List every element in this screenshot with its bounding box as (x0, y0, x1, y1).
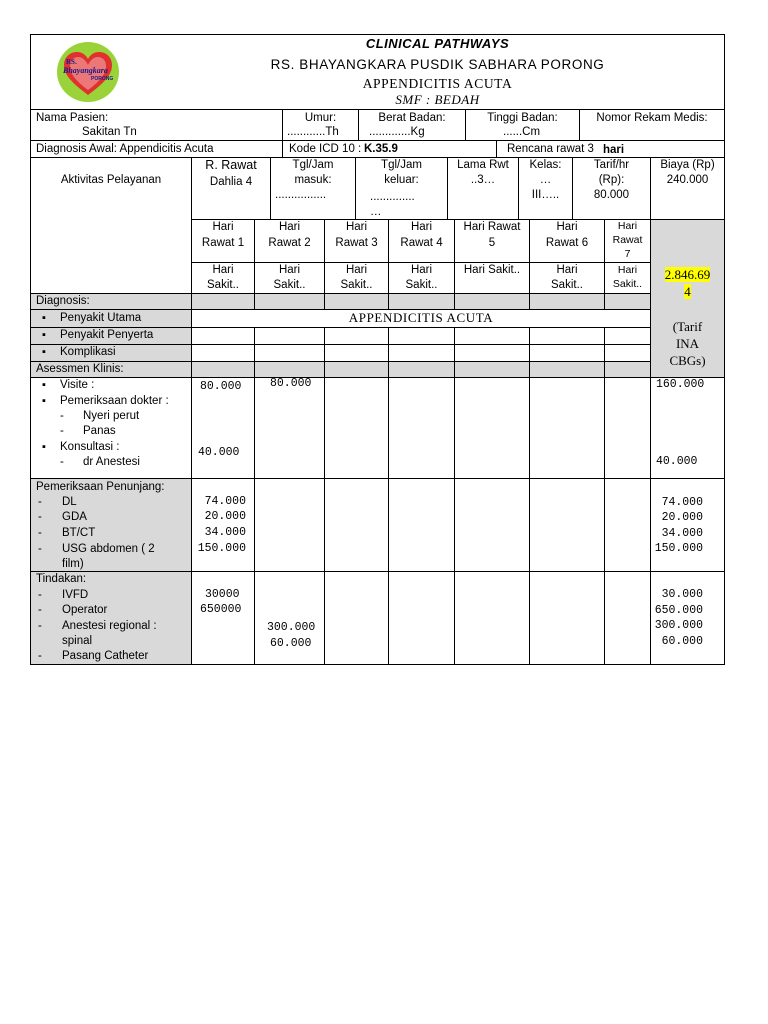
catheter-day2-cost: 60.000 (270, 637, 312, 650)
hari-rawat-1: Hari (212, 221, 234, 233)
hari-sakit-6: Hari (556, 264, 578, 276)
visite-day2-cost: 80.000 (270, 377, 312, 390)
tgl-masuk-label: masuk: (294, 174, 332, 186)
nama-pasien-label: Nama Pasien: (36, 112, 109, 124)
anestesi-regional-dash: - (38, 620, 42, 632)
panas-dash: - (60, 425, 64, 437)
ivfd-day1-cost: 30000 (205, 588, 240, 601)
konsultasi-label: ▪ Konsultasi : (60, 440, 119, 454)
hari-rawat-1-num: Rawat 1 (201, 237, 245, 249)
visite-day1-cost: 80.000 (200, 380, 242, 393)
ivfd-label: IVFD (62, 589, 89, 601)
hari-sakit-4: Hari (410, 264, 433, 276)
ivfd-total: 30.000 (661, 588, 703, 601)
hari-sakit-3-val: Sakit.. (340, 279, 373, 291)
dl-dash: - (38, 496, 42, 508)
visite-label: ▪ Visite : (60, 378, 94, 392)
tarif-value: 80.000 (593, 189, 630, 201)
hari-rawat-6: Hari (556, 221, 578, 233)
btct-label: BT/CT (62, 527, 96, 539)
berat-badan-label: Berat Badan: (378, 112, 446, 124)
hari-sakit-1: Hari (212, 264, 234, 276)
dl-total: 74.000 (661, 496, 703, 509)
btct-total: 34.000 (661, 527, 703, 540)
hari-rawat-2-num: Rawat 2 (268, 237, 311, 249)
hospital-logo (56, 41, 120, 103)
tinggi-badan-label: Tinggi Badan: (487, 112, 558, 124)
usg-day1-cost: 150.000 (197, 542, 246, 555)
total-biaya-line1: 2.846.69 (664, 267, 711, 282)
diagnosis-awal: Diagnosis Awal: Appendicitis Acuta (36, 143, 214, 155)
hari-sakit-2: Hari (278, 264, 301, 276)
logo-text-rs: RS. (66, 58, 77, 66)
smf-label: SMF : BEDAH (395, 92, 480, 107)
logo-text-name: Bhayangkara (63, 66, 108, 75)
note-line3: CBGs) (669, 353, 706, 368)
rencana-rawat: Rencana rawat 3 (507, 143, 594, 155)
hari-rawat-4: Hari (410, 221, 433, 233)
note-line2: INA (675, 336, 700, 351)
total-biaya-line2: 4 (684, 284, 691, 299)
btct-dash: - (38, 527, 42, 539)
hari-sakit-6-val: Sakit.. (551, 279, 583, 291)
penyakit-utama-label: ▪ Penyakit Utama (60, 311, 141, 325)
procedure-name: APPENDICITIS ACUTA (362, 76, 513, 91)
tgl-masuk-header: Tgl/Jam (292, 159, 334, 171)
catheter-dash: - (38, 650, 42, 662)
usg-total: 150.000 (654, 542, 703, 555)
gda-dash: - (38, 511, 42, 523)
pemeriksaan-dokter-label: ▪ Pemeriksaan dokter : (60, 394, 169, 408)
icd-code: K.35.9 (364, 143, 398, 155)
operator-total: 650.000 (654, 604, 703, 617)
hari-rawat-7-label: Rawat (612, 234, 643, 246)
dl-day1-cost: 74.000 (204, 495, 246, 508)
tarif-ina-cbgs-note (651, 318, 724, 369)
hari-sakit-5: Hari Sakit.. (463, 264, 521, 276)
biaya-header: Biaya (Rp) (660, 159, 715, 171)
anestesi-day2-cost: 300.000 (267, 621, 316, 634)
asesmen-label: Asessmen Klinis: (36, 363, 124, 375)
tinggi-badan-value: ......Cm (503, 126, 541, 138)
panas-label: Panas (83, 425, 116, 437)
gda-day1-cost: 20.000 (204, 510, 246, 523)
anestesi-total: 300.000 (654, 619, 703, 632)
catheter-total: 60.000 (661, 635, 703, 648)
rekam-medis-label: Nomor Rekam Medis: (596, 112, 708, 124)
hari-sakit-7-val: Sakit.. (612, 278, 643, 290)
kelas-dots: … (539, 174, 552, 186)
catheter-label: Pasang Catheter (62, 650, 149, 662)
hari-rawat-3: Hari (345, 221, 368, 233)
note-line1: (Tarif (672, 319, 703, 334)
tindakan-label: Tindakan: (36, 573, 87, 585)
dl-label: DL (62, 496, 77, 508)
komplikasi-label: ▪ Komplikasi (60, 345, 116, 359)
konsultasi-day1-cost: 40.000 (198, 446, 240, 459)
kelas-header: Kelas: (529, 159, 562, 171)
hospital-name: RS. BHAYANGKARA PUSDIK SABHARA PORONG (270, 57, 605, 72)
dr-anestesi-label: dr Anestesi (83, 456, 140, 468)
berat-badan-value: .............Kg (369, 126, 425, 138)
tarif-label: (Rp): (598, 174, 625, 186)
hari-sakit-7: Hari (617, 264, 638, 276)
hari-sakit-1-val: Sakit.. (207, 279, 239, 291)
tgl-keluar-value-cont: … (370, 206, 382, 218)
lama-rawat-header: Lama Rwt (457, 159, 509, 171)
hari-rawat-3-num: Rawat 3 (335, 237, 378, 249)
usg-label-cont: film) (62, 558, 84, 570)
anestesi-regional-cont: spinal (62, 635, 93, 647)
hari-rawat-4-num: Rawat 4 (400, 237, 443, 249)
icd-label: Kode ICD 10 : (289, 143, 362, 155)
ruang-rawat-header: R. Rawat (205, 158, 257, 172)
umur-label: Umur: (304, 112, 337, 124)
lama-rawat-value: ..3… (470, 174, 496, 186)
hari-rawat-7: Hari (617, 220, 638, 232)
ruang-rawat-value: Dahlia 4 (209, 176, 253, 188)
hari-rawat-6-num: Rawat 6 (545, 237, 589, 249)
hari-rawat-5: Hari Rawat (463, 221, 521, 233)
penunjang-label: Pemeriksaan Penunjang: (36, 481, 165, 493)
visite-total: 160.000 (656, 378, 705, 391)
tgl-keluar-label: keluar: (384, 174, 419, 186)
tgl-keluar-header: Tgl/Jam (381, 159, 422, 171)
tgl-masuk-value: ................ (275, 189, 327, 201)
hari-sakit-2-val: Sakit.. (273, 279, 306, 291)
hari-sakit-3: Hari (345, 264, 368, 276)
konsultasi-total: 40.000 (656, 455, 698, 468)
usg-label: USG abdomen ( 2 (62, 543, 155, 555)
anestesi-regional-label: Anestesi regional : (62, 620, 157, 632)
hari-rawat-2: Hari (278, 221, 301, 233)
gda-total: 20.000 (661, 511, 703, 524)
aktivitas-pelayanan-header: Aktivitas Pelayanan (60, 174, 162, 186)
anestesi-dash: - (60, 456, 64, 468)
nyeri-perut-dash: - (60, 410, 64, 422)
nama-pasien-value: Sakitan Tn (82, 126, 137, 138)
hari-sakit-4-val: Sakit.. (405, 279, 438, 291)
kelas-value: III….. (531, 189, 560, 201)
rencana-rawat-unit: hari (603, 144, 625, 156)
hari-rawat-7-num: 7 (624, 248, 631, 260)
tgl-keluar-value: .............. (370, 191, 415, 203)
total-biaya (651, 266, 724, 300)
btct-day1-cost: 34.000 (204, 526, 246, 539)
operator-label: Operator (62, 604, 108, 616)
penyakit-penyerta-label: ▪ Penyakit Penyerta (60, 328, 153, 342)
biaya-value: 240.000 (666, 174, 709, 186)
diagnosis-label: Diagnosis: (36, 295, 90, 307)
nyeri-perut-label: Nyeri perut (83, 410, 140, 422)
umur-value: ............Th (287, 126, 339, 138)
gda-label: GDA (62, 511, 87, 523)
diagnosis-row-shade (30, 293, 650, 309)
operator-dash: - (38, 604, 42, 616)
ivfd-dash: - (38, 589, 42, 601)
form-title: CLINICAL PATHWAYS (365, 36, 510, 51)
operator-day1-cost: 650000 (200, 603, 242, 616)
hari-rawat-5-num: 5 (488, 237, 496, 249)
tarif-header: Tarif/hr (593, 159, 630, 171)
usg-dash: - (38, 543, 42, 555)
logo-text-porong: PORONG (91, 76, 114, 82)
penyakit-utama-value: APPENDICITIS ACUTA (348, 310, 494, 325)
